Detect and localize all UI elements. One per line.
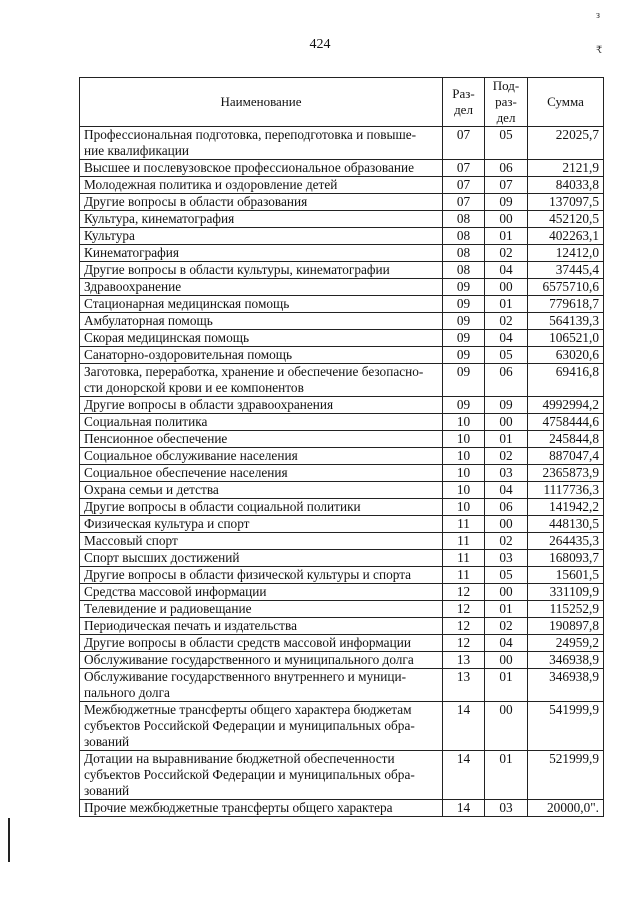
table-row <box>80 669 604 702</box>
row-sum-cell: 6575710,6 <box>528 279 604 296</box>
row-name-cell: Стационарная медицинская помощь <box>80 296 443 313</box>
column-header-subsection: Под- раз- дел <box>485 78 528 127</box>
row-subsection-cell: 02 <box>485 448 528 465</box>
row-name-cell: Средства массовой информации <box>80 584 443 601</box>
table-row <box>80 160 604 177</box>
row-subsection-cell: 01 <box>485 751 528 800</box>
row-subsection-cell: 02 <box>485 313 528 330</box>
row-sum-cell: 541999,9 <box>528 702 604 751</box>
row-section-cell: 09 <box>443 313 485 330</box>
row-subsection-cell: 07 <box>485 177 528 194</box>
row-section-cell: 09 <box>443 330 485 347</box>
table-row <box>80 448 604 465</box>
row-section-cell: 14 <box>443 702 485 751</box>
table-row <box>80 499 604 516</box>
column-header-sum: Сумма <box>528 78 604 127</box>
row-name-cell: Телевидение и радиовещание <box>80 601 443 618</box>
row-subsection-cell: 04 <box>485 635 528 652</box>
row-name-cell: Физическая культура и спорт <box>80 516 443 533</box>
table-row <box>80 516 604 533</box>
row-section-cell: 12 <box>443 601 485 618</box>
row-sum-cell: 779618,7 <box>528 296 604 313</box>
row-name-cell: Обслуживание государственного внутреннего и муници- пального долга <box>80 669 443 702</box>
row-sum-cell: 4992994,2 <box>528 397 604 414</box>
row-sum-cell: 12412,0 <box>528 245 604 262</box>
row-subsection-cell: 03 <box>485 465 528 482</box>
table-row <box>80 567 604 584</box>
row-subsection-cell: 04 <box>485 330 528 347</box>
row-sum-cell: 4758444,6 <box>528 414 604 431</box>
row-name-cell: Социальное обслуживание населения <box>80 448 443 465</box>
row-name-cell: Другие вопросы в области образования <box>80 194 443 211</box>
table-row <box>80 347 604 364</box>
row-name-cell: Межбюджетные трансферты общего характера бюджетам субъектов Российской Федерации и муниципальных обра- зований <box>80 702 443 751</box>
row-sum-cell: 37445,4 <box>528 262 604 279</box>
table-row <box>80 330 604 347</box>
row-sum-cell: 115252,9 <box>528 601 604 618</box>
row-name-cell: Периодическая печать и издательства <box>80 618 443 635</box>
row-name-cell: Заготовка, переработка, хранение и обеспечение безопасно- сти донорской крови и ее компонентов <box>80 364 443 397</box>
row-subsection-cell: 00 <box>485 584 528 601</box>
row-subsection-cell: 00 <box>485 211 528 228</box>
row-section-cell: 09 <box>443 364 485 397</box>
row-section-cell: 12 <box>443 584 485 601</box>
row-subsection-cell: 01 <box>485 228 528 245</box>
row-sum-cell: 331109,9 <box>528 584 604 601</box>
table-row <box>80 482 604 499</box>
row-name-cell: Молодежная политика и оздоровление детей <box>80 177 443 194</box>
table-row <box>80 584 604 601</box>
row-sum-cell: 1117736,3 <box>528 482 604 499</box>
row-section-cell: 11 <box>443 550 485 567</box>
row-name-cell: Пенсионное обеспечение <box>80 431 443 448</box>
row-section-cell: 07 <box>443 177 485 194</box>
row-name-cell: Культура <box>80 228 443 245</box>
row-section-cell: 08 <box>443 211 485 228</box>
row-section-cell: 08 <box>443 262 485 279</box>
table-row <box>80 618 604 635</box>
table-row <box>80 211 604 228</box>
row-sum-cell: 22025,7 <box>528 127 604 160</box>
row-subsection-cell: 05 <box>485 347 528 364</box>
row-subsection-cell: 02 <box>485 618 528 635</box>
table-row <box>80 652 604 669</box>
row-subsection-cell: 06 <box>485 160 528 177</box>
row-section-cell: 08 <box>443 245 485 262</box>
row-name-cell: Амбулаторная помощь <box>80 313 443 330</box>
row-section-cell: 09 <box>443 347 485 364</box>
row-name-cell: Прочие межбюджетные трансферты общего характера <box>80 800 443 817</box>
binding-mark <box>8 818 10 862</box>
row-sum-cell: 448130,5 <box>528 516 604 533</box>
column-header-name: Наименование <box>80 78 443 127</box>
row-sum-cell: 190897,8 <box>528 618 604 635</box>
row-sum-cell: 346938,9 <box>528 669 604 702</box>
table-row <box>80 127 604 160</box>
table-row <box>80 635 604 652</box>
row-name-cell: Кинематография <box>80 245 443 262</box>
row-sum-cell: 452120,5 <box>528 211 604 228</box>
row-sum-cell: 521999,9 <box>528 751 604 800</box>
table-row <box>80 194 604 211</box>
row-subsection-cell: 04 <box>485 262 528 279</box>
row-section-cell: 10 <box>443 448 485 465</box>
row-name-cell: Высшее и послевузовское профессиональное образование <box>80 160 443 177</box>
row-name-cell: Другие вопросы в области здравоохранения <box>80 397 443 414</box>
row-sum-cell: 402263,1 <box>528 228 604 245</box>
row-sum-cell: 168093,7 <box>528 550 604 567</box>
row-section-cell: 14 <box>443 800 485 817</box>
table-header-row <box>80 78 604 127</box>
margin-mark: ₹ <box>596 45 603 56</box>
row-sum-cell: 887047,4 <box>528 448 604 465</box>
row-section-cell: 11 <box>443 533 485 550</box>
row-name-cell: Другие вопросы в области физической культуры и спорта <box>80 567 443 584</box>
row-sum-cell: 106521,0 <box>528 330 604 347</box>
table-body <box>80 127 604 817</box>
row-section-cell: 13 <box>443 669 485 702</box>
row-section-cell: 12 <box>443 635 485 652</box>
row-section-cell: 10 <box>443 431 485 448</box>
row-name-cell: Обслуживание государственного и муниципального долга <box>80 652 443 669</box>
row-subsection-cell: 00 <box>485 652 528 669</box>
margin-mark: з <box>596 10 600 21</box>
row-name-cell: Культура, кинематография <box>80 211 443 228</box>
row-name-cell: Скорая медицинская помощь <box>80 330 443 347</box>
table-row <box>80 431 604 448</box>
row-section-cell: 10 <box>443 465 485 482</box>
row-section-cell: 09 <box>443 397 485 414</box>
row-section-cell: 07 <box>443 194 485 211</box>
row-section-cell: 12 <box>443 618 485 635</box>
row-name-cell: Здравоохранение <box>80 279 443 296</box>
table-row <box>80 296 604 313</box>
table-row <box>80 397 604 414</box>
row-subsection-cell: 09 <box>485 397 528 414</box>
table-row <box>80 533 604 550</box>
row-subsection-cell: 01 <box>485 431 528 448</box>
row-subsection-cell: 06 <box>485 499 528 516</box>
row-subsection-cell: 00 <box>485 279 528 296</box>
row-section-cell: 13 <box>443 652 485 669</box>
table-row <box>80 177 604 194</box>
budget-table <box>79 77 604 817</box>
row-subsection-cell: 09 <box>485 194 528 211</box>
row-name-cell: Другие вопросы в области социальной политики <box>80 499 443 516</box>
row-sum-cell: 2121,9 <box>528 160 604 177</box>
row-section-cell: 11 <box>443 567 485 584</box>
table-row <box>80 414 604 431</box>
row-section-cell: 07 <box>443 127 485 160</box>
row-name-cell: Санаторно-оздоровительная помощь <box>80 347 443 364</box>
table-row <box>80 550 604 567</box>
table-row <box>80 228 604 245</box>
row-name-cell: Социальная политика <box>80 414 443 431</box>
row-subsection-cell: 03 <box>485 550 528 567</box>
row-sum-cell: 15601,5 <box>528 567 604 584</box>
table-row <box>80 751 604 800</box>
row-sum-cell: 84033,8 <box>528 177 604 194</box>
row-section-cell: 08 <box>443 228 485 245</box>
table-row <box>80 279 604 296</box>
row-sum-cell: 2365873,9 <box>528 465 604 482</box>
row-section-cell: 10 <box>443 499 485 516</box>
row-name-cell: Охрана семьи и детства <box>80 482 443 499</box>
row-section-cell: 10 <box>443 482 485 499</box>
row-sum-cell: 24959,2 <box>528 635 604 652</box>
row-section-cell: 10 <box>443 414 485 431</box>
row-section-cell: 07 <box>443 160 485 177</box>
page-number: 424 <box>309 37 331 52</box>
column-header-section: Раз- дел <box>443 78 485 127</box>
row-sum-cell: 63020,6 <box>528 347 604 364</box>
row-name-cell: Социальное обеспечение населения <box>80 465 443 482</box>
row-section-cell: 09 <box>443 279 485 296</box>
row-sum-cell: 137097,5 <box>528 194 604 211</box>
row-subsection-cell: 01 <box>485 296 528 313</box>
row-subsection-cell: 02 <box>485 533 528 550</box>
table-row <box>80 313 604 330</box>
row-subsection-cell: 00 <box>485 516 528 533</box>
row-sum-cell: 564139,3 <box>528 313 604 330</box>
row-name-cell: Профессиональная подготовка, переподготовка и повыше- ние квалификации <box>80 127 443 160</box>
row-section-cell: 11 <box>443 516 485 533</box>
row-section-cell: 09 <box>443 296 485 313</box>
row-sum-cell: 141942,2 <box>528 499 604 516</box>
row-sum-cell: 346938,9 <box>528 652 604 669</box>
row-name-cell: Массовый спорт <box>80 533 443 550</box>
row-name-cell: Спорт высших достижений <box>80 550 443 567</box>
row-section-cell: 14 <box>443 751 485 800</box>
row-name-cell: Другие вопросы в области культуры, кинематографии <box>80 262 443 279</box>
row-subsection-cell: 06 <box>485 364 528 397</box>
row-subsection-cell: 02 <box>485 245 528 262</box>
row-subsection-cell: 04 <box>485 482 528 499</box>
table-row <box>80 465 604 482</box>
table-row <box>80 800 604 817</box>
row-subsection-cell: 00 <box>485 414 528 431</box>
table-row <box>80 245 604 262</box>
table-row <box>80 702 604 751</box>
row-sum-cell: 69416,8 <box>528 364 604 397</box>
table-row <box>80 601 604 618</box>
row-subsection-cell: 05 <box>485 567 528 584</box>
row-subsection-cell: 01 <box>485 669 528 702</box>
row-subsection-cell: 00 <box>485 702 528 751</box>
row-sum-cell: 20000,0". <box>528 800 604 817</box>
row-sum-cell: 264435,3 <box>528 533 604 550</box>
row-subsection-cell: 05 <box>485 127 528 160</box>
row-name-cell: Другие вопросы в области средств массовой информации <box>80 635 443 652</box>
row-name-cell: Дотации на выравнивание бюджетной обеспеченности субъектов Российской Федерации и муниципальных обра- зований <box>80 751 443 800</box>
row-sum-cell: 245844,8 <box>528 431 604 448</box>
table-row <box>80 364 604 397</box>
row-subsection-cell: 01 <box>485 601 528 618</box>
table-row <box>80 262 604 279</box>
row-subsection-cell: 03 <box>485 800 528 817</box>
